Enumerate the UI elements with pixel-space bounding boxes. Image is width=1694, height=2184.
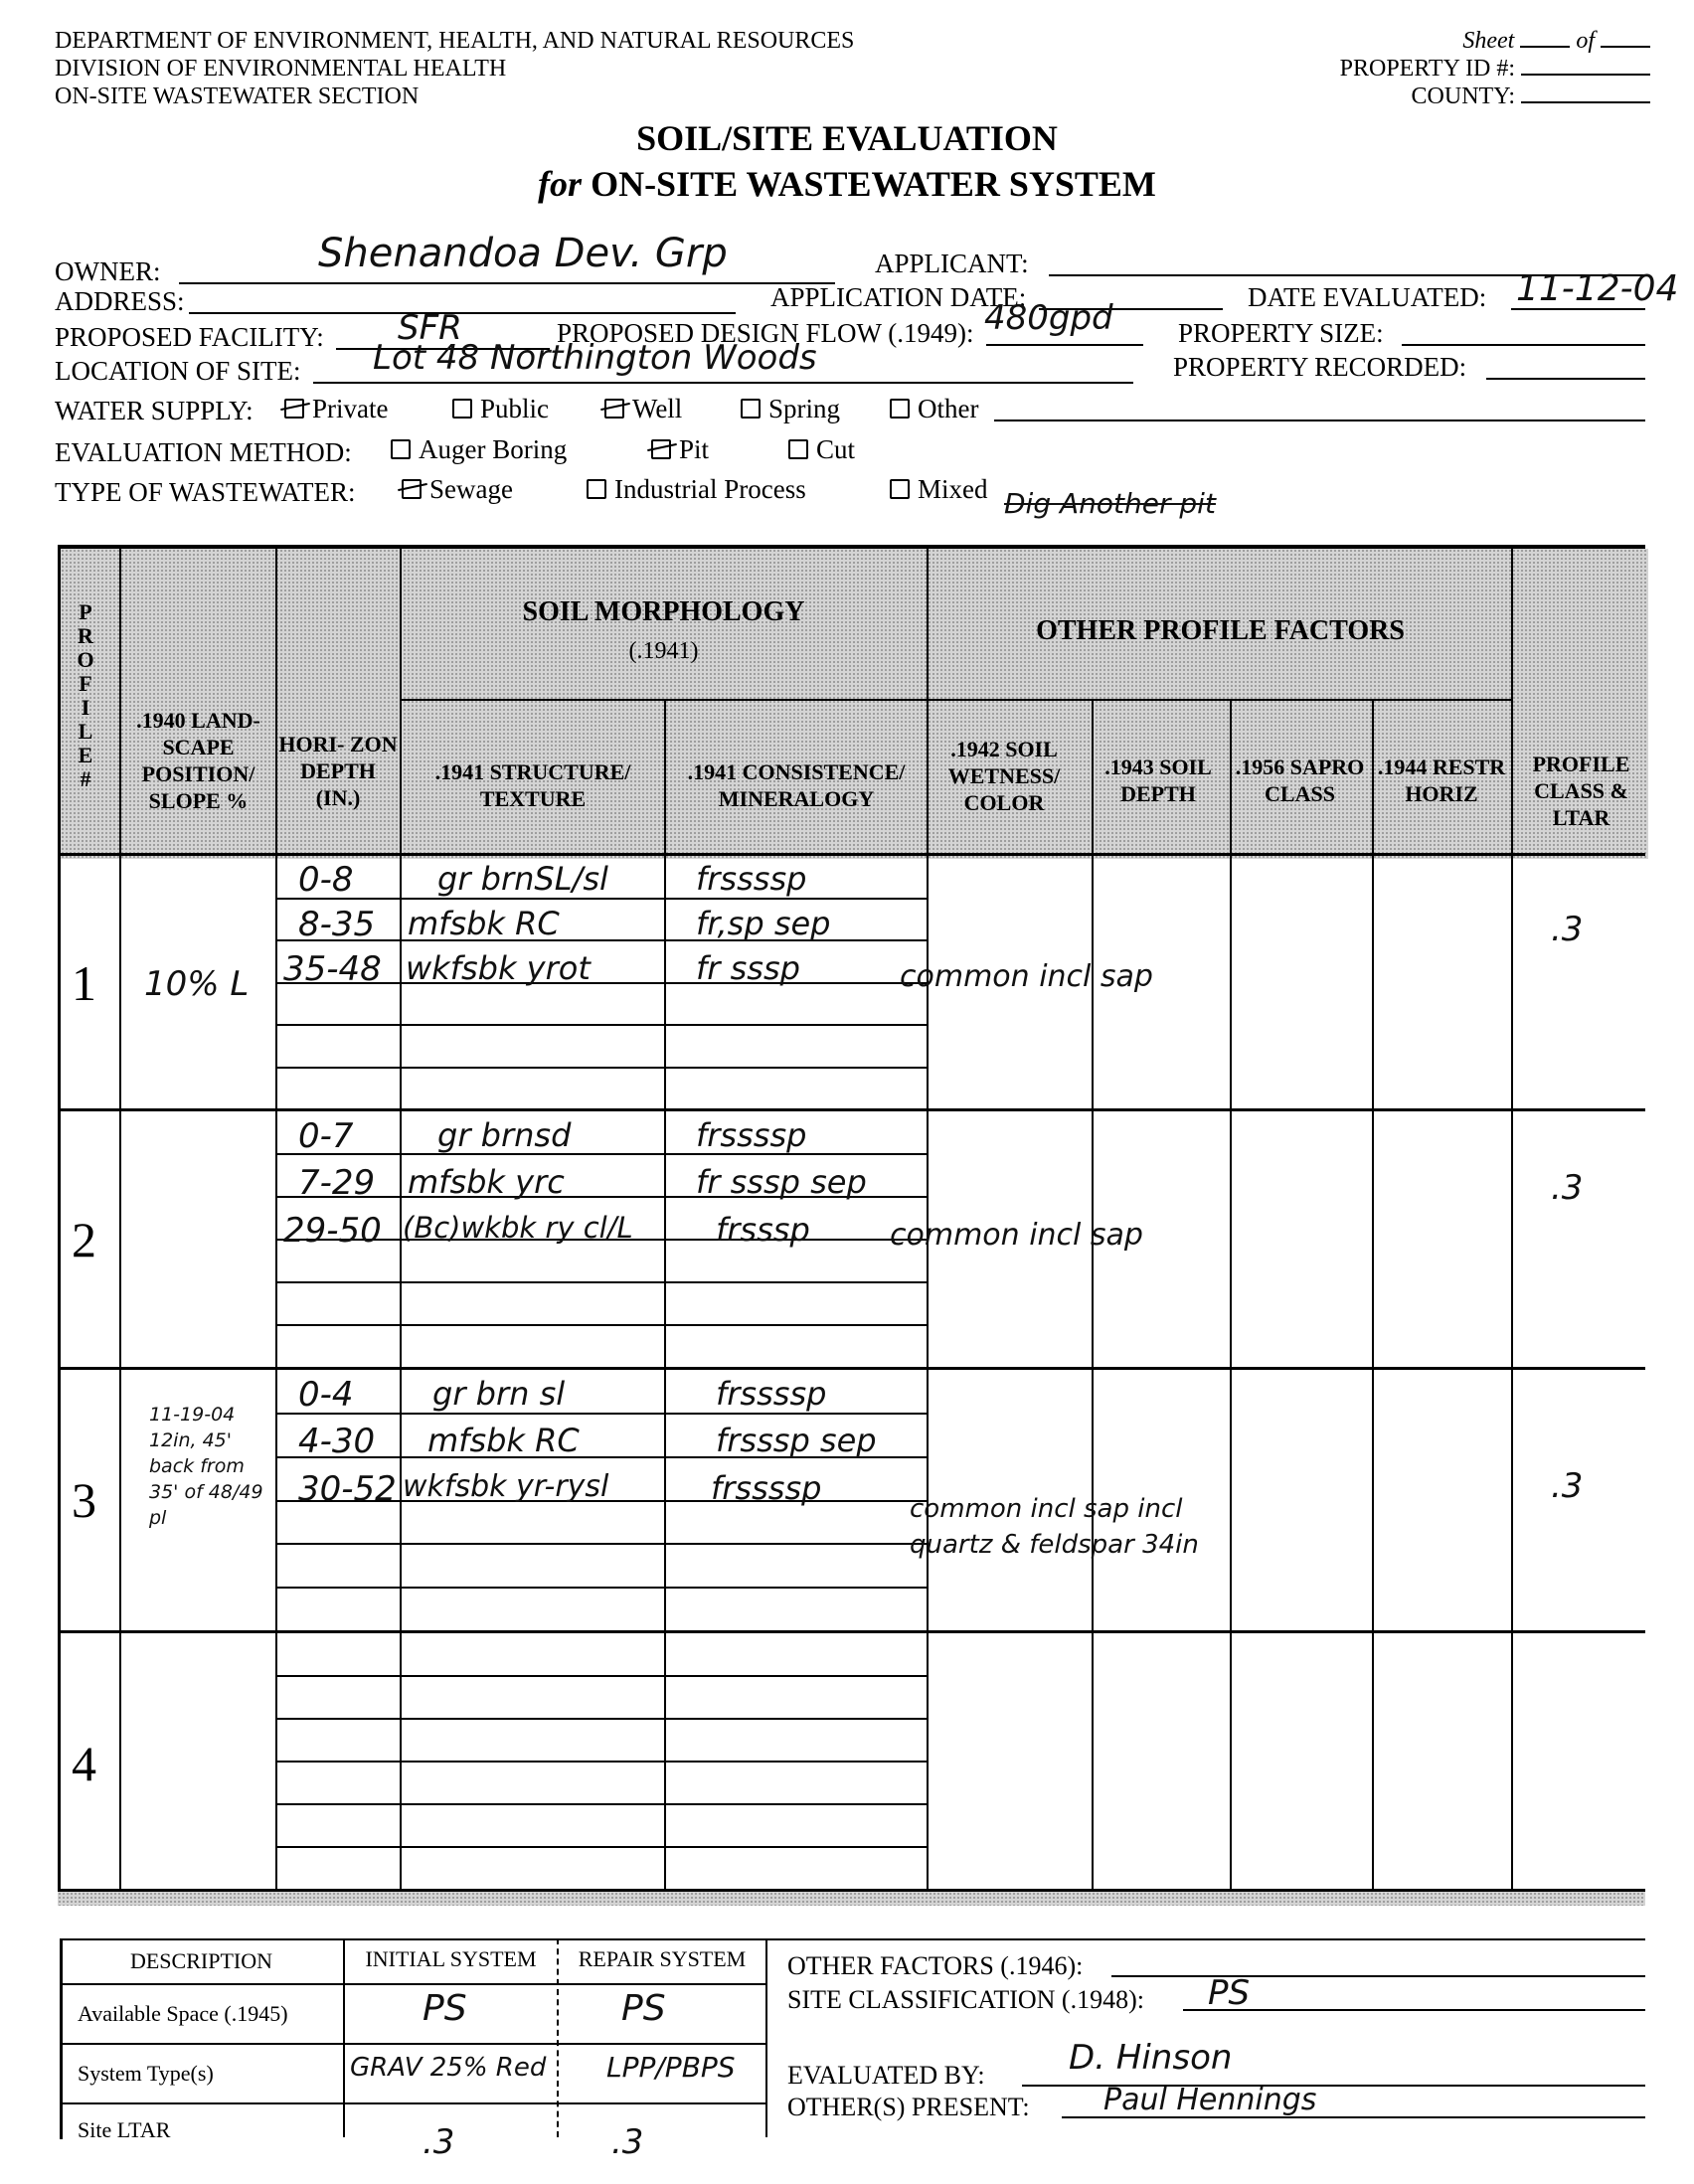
horizon-depth[interactable]: 0-8	[298, 860, 354, 900]
sapro-class-header: .1956 SAPRO CLASS	[1235, 755, 1365, 806]
consistence-mineralogy[interactable]: frssssp	[696, 860, 807, 898]
applicant-label: APPLICANT:	[875, 249, 1029, 278]
consistence-mineralogy[interactable]: frsssp sep	[716, 1422, 877, 1459]
water-public-option[interactable]: Public	[452, 394, 549, 424]
sub-row-line	[277, 1846, 927, 1848]
department-header	[55, 27, 854, 110]
checkbox-icon[interactable]	[284, 399, 304, 419]
sub-row-line	[277, 1761, 927, 1763]
grid-line	[400, 547, 402, 1894]
sub-row-line	[277, 1024, 927, 1026]
evaluated-by-label: EVALUATED BY:	[787, 2061, 985, 2090]
wetness-note[interactable]: common incl sap incl quartz & feldspar 34in	[910, 1494, 1199, 1560]
grid-line	[765, 1938, 767, 2137]
location-line	[313, 382, 1133, 384]
owner-line	[179, 282, 835, 284]
property-id-label: PROPERTY ID #:	[1339, 56, 1515, 82]
profile-ltar[interactable]: .3	[1551, 1168, 1584, 1208]
profile-divider	[58, 1367, 1645, 1370]
wastewater-type-label: TYPE OF WASTEWATER:	[55, 477, 356, 507]
soil-depth-header: .1943 SOIL DEPTH	[1104, 755, 1212, 806]
soil-morphology-header: SOIL MORPHOLOGY	[522, 595, 805, 627]
water-supply-label: WATER SUPPLY:	[55, 396, 254, 425]
water-other-line	[994, 420, 1645, 421]
date-evaluated-label: DATE EVALUATED:	[1248, 282, 1487, 312]
checkbox-icon[interactable]	[788, 439, 808, 459]
other-factors-line	[1111, 1975, 1645, 1977]
other-factors-label: OTHER FACTORS (.1946):	[787, 1951, 1084, 1980]
eval-auger-option[interactable]: Auger Boring	[391, 434, 567, 465]
available-space-repair[interactable]: PS	[621, 1988, 666, 2029]
site-classification-label: SITE CLASSIFICATION (.1948):	[787, 1985, 1144, 2014]
consistence-mineralogy[interactable]: frssssp	[696, 1116, 807, 1154]
profile-landscape[interactable]: 10% L	[144, 964, 250, 1004]
design-flow-label: PROPOSED DESIGN FLOW (.1949):	[557, 318, 974, 348]
proposed-facility-label: PROPOSED FACILITY:	[55, 322, 324, 352]
initial-system-header: INITIAL SYSTEM	[365, 1946, 537, 1971]
wastewater-note: Dig Another pit	[1004, 487, 1216, 520]
structure-texture[interactable]: wkfsbk yr-rysl	[403, 1469, 609, 1504]
ww-industrial-option[interactable]: Industrial Process	[587, 474, 806, 505]
structure-texture[interactable]: wkfsbk yrot	[406, 949, 591, 987]
sub-row-line	[277, 1803, 927, 1805]
grid-line	[60, 2043, 765, 2045]
water-other-option[interactable]: Other	[890, 394, 978, 424]
profile-number: 4	[72, 1736, 96, 1791]
consistence-mineralogy-header: .1941 CONSISTENCE/ MINERALOGY	[687, 759, 906, 811]
horizon-depth[interactable]: 7-29	[298, 1163, 376, 1203]
sub-row-line	[277, 1675, 927, 1677]
property-recorded-line	[1486, 378, 1645, 380]
horizon-depth[interactable]: 29-50	[283, 1211, 382, 1251]
sub-row-line	[277, 1067, 927, 1069]
checkbox-icon[interactable]	[391, 439, 411, 459]
checkbox-icon[interactable]	[402, 479, 422, 499]
structure-texture[interactable]: gr brnSL/sl	[437, 860, 608, 898]
page-subtitle	[0, 163, 1694, 205]
restr-horiz-header: .1944 RESTR HORIZ	[1377, 755, 1506, 806]
grid-line	[765, 1938, 1645, 1940]
table-bottom-border	[58, 1889, 1645, 1906]
horizon-depth[interactable]: 4-30	[298, 1422, 376, 1461]
grid-line	[1230, 701, 1232, 1894]
horizon-depth[interactable]: 30-52	[298, 1469, 397, 1509]
site-ltar-repair[interactable]: .3	[611, 2122, 644, 2162]
grid-line	[60, 1983, 765, 1985]
checkbox-icon[interactable]	[452, 399, 472, 419]
soil-morphology-code: (.1941)	[628, 637, 699, 664]
address-line	[189, 312, 736, 314]
grid-line	[1092, 701, 1094, 1894]
system-type-label: System Type(s)	[78, 2061, 214, 2086]
subtitle-for: for	[538, 164, 583, 204]
water-private-option[interactable]: Private	[284, 394, 388, 424]
location-value[interactable]: Lot 48 Northington Woods	[373, 338, 817, 378]
location-label: LOCATION OF SITE:	[55, 356, 301, 386]
checkbox-icon[interactable]	[890, 399, 910, 419]
description-header: DESCRIPTION	[129, 1948, 272, 1973]
profile-divider	[58, 1108, 1645, 1111]
profile-ltar[interactable]: .3	[1551, 1466, 1584, 1506]
consistence-mineralogy[interactable]: frssssp	[716, 1375, 827, 1413]
landscape-header: .1940 LAND- SCAPE POSITION/ SLOPE %	[136, 708, 260, 813]
address-label: ADDRESS:	[55, 286, 185, 316]
available-space-initial[interactable]: PS	[423, 1988, 467, 2029]
system-type-initial[interactable]: GRAV 25% Red	[350, 2053, 547, 2083]
ww-mixed-option[interactable]: Mixed	[890, 474, 988, 505]
site-ltar-initial[interactable]: .3	[423, 2122, 455, 2162]
water-spring-option[interactable]: Spring	[741, 394, 840, 424]
checkbox-icon[interactable]	[604, 399, 624, 419]
profile-divider	[58, 1630, 1645, 1633]
design-flow-value[interactable]: 480gpd	[984, 298, 1113, 338]
sheet-info	[1322, 27, 1650, 110]
consistence-mineralogy[interactable]: frsssp	[716, 1211, 810, 1249]
sub-row-line	[277, 898, 927, 900]
repair-system-header: REPAIR SYSTEM	[578, 1946, 747, 1971]
grid-line	[58, 853, 1645, 856]
grid-line	[400, 699, 1511, 701]
soil-wetness-header: .1942 SOIL WETNESS/ COLOR	[947, 736, 1061, 815]
county-label: COUNTY:	[1411, 84, 1515, 109]
profile-landscape[interactable]: 11-19-04 12in, 45' back from 35' of 48/49 pl	[149, 1404, 263, 1529]
checkbox-icon[interactable]	[651, 439, 671, 459]
application-date-label: APPLICATION DATE:	[770, 282, 1027, 312]
design-flow-line	[986, 344, 1143, 346]
site-ltar-label: Site LTAR	[78, 2117, 171, 2142]
available-space-label: Available Space (.1945)	[78, 2001, 288, 2026]
sub-row-line	[277, 1281, 927, 1283]
property-size-line	[1402, 344, 1645, 346]
eval-cut-option[interactable]: Cut	[788, 434, 855, 465]
structure-texture[interactable]: (Bc)wkbk ry cl/L	[403, 1211, 633, 1245]
property-size-label: PROPERTY SIZE:	[1178, 318, 1384, 348]
horizon-depth[interactable]: 0-4	[298, 1375, 354, 1415]
consistence-mineralogy[interactable]: fr sssp sep	[696, 1163, 867, 1201]
structure-texture[interactable]: mfsbk RC	[408, 905, 560, 942]
eval-pit-option[interactable]: Pit	[651, 434, 709, 465]
grid-line	[60, 2102, 765, 2104]
horizon-depth[interactable]: 8-35	[298, 905, 376, 944]
structure-texture[interactable]: mfsbk yrc	[408, 1163, 565, 1201]
horizon-depth-header: HORI- ZON DEPTH (IN.)	[278, 731, 398, 810]
owner-label: OWNER:	[55, 256, 161, 286]
subtitle-text: ON-SITE WASTEWATER SYSTEM	[591, 164, 1156, 204]
grid-line	[1372, 701, 1374, 1894]
checkbox-icon[interactable]	[587, 479, 606, 499]
profile-number-header: PROFILE #	[77, 599, 94, 791]
profile-number: 3	[72, 1472, 96, 1528]
other-profile-factors-header: OTHER PROFILE FACTORS	[1036, 615, 1405, 646]
others-present-label: OTHER(S) PRESENT:	[787, 2093, 1030, 2121]
profile-number: 2	[72, 1212, 96, 1267]
consistence-mineralogy[interactable]: fr sssp	[696, 949, 800, 987]
structure-texture[interactable]: gr brnsd	[437, 1116, 572, 1154]
checkbox-icon[interactable]	[741, 399, 761, 419]
evaluation-method-label: EVALUATION METHOD:	[55, 437, 352, 467]
site-classification-value[interactable]: PS	[1208, 1973, 1251, 2013]
structure-texture[interactable]: mfsbk RC	[427, 1422, 580, 1459]
sub-row-line	[277, 1543, 927, 1545]
others-present-value[interactable]: Paul Hennings	[1103, 2083, 1317, 2117]
horizon-depth[interactable]: 35-48	[283, 949, 382, 989]
sub-row-line	[277, 1718, 927, 1720]
wetness-note[interactable]: common incl sap	[900, 959, 1153, 994]
grid-line	[664, 701, 666, 1894]
date-evaluated-value[interactable]: 11-12-04	[1516, 268, 1679, 309]
structure-texture[interactable]: gr brn sl	[432, 1375, 566, 1413]
page-title: SOIL/SITE EVALUATION	[636, 118, 1058, 158]
proposed-facility-value[interactable]: SFR	[398, 308, 462, 348]
system-type-repair[interactable]: LPP/PBPS	[606, 2051, 736, 2084]
checkbox-icon[interactable]	[890, 479, 910, 499]
owner-value[interactable]: Shenandoa Dev. Grp	[318, 231, 728, 276]
sub-row-line	[277, 1413, 927, 1415]
sub-row-line	[277, 1324, 927, 1326]
dept-line: DIVISION OF ENVIRONMENTAL HEALTH	[55, 56, 507, 82]
ww-sewage-option[interactable]: Sewage	[402, 474, 513, 505]
grid-line	[275, 547, 277, 1894]
sub-row-line	[277, 1587, 927, 1589]
grid-line	[1511, 547, 1513, 1894]
horizon-depth[interactable]: 0-7	[298, 1116, 354, 1156]
water-well-option[interactable]: Well	[604, 394, 682, 424]
sub-row-line	[277, 1153, 927, 1155]
site-classification-line	[1183, 2009, 1645, 2011]
profile-ltar[interactable]: .3	[1551, 910, 1584, 949]
property-recorded-label: PROPERTY RECORDED:	[1173, 352, 1467, 382]
profile-class-header: PROFILE CLASS & LTAR	[1532, 751, 1630, 830]
wetness-note[interactable]: common incl sap	[890, 1218, 1143, 1253]
dept-line: ON-SITE WASTEWATER SECTION	[55, 84, 420, 109]
consistence-mineralogy[interactable]: frssssp	[711, 1469, 822, 1507]
profile-number: 1	[72, 955, 96, 1011]
consistence-mineralogy[interactable]: fr,sp sep	[696, 905, 831, 942]
dept-line: DEPARTMENT OF ENVIRONMENT, HEALTH, AND NATURAL RESOURCES	[55, 28, 855, 54]
grid-line	[119, 547, 121, 1894]
sheet-label: Sheet	[1462, 28, 1515, 54]
structure-texture-header: .1941 STRUCTURE/ TEXTURE	[434, 759, 631, 811]
of-label: of	[1576, 28, 1595, 54]
evaluated-by-value[interactable]: D. Hinson	[1069, 2038, 1233, 2078]
